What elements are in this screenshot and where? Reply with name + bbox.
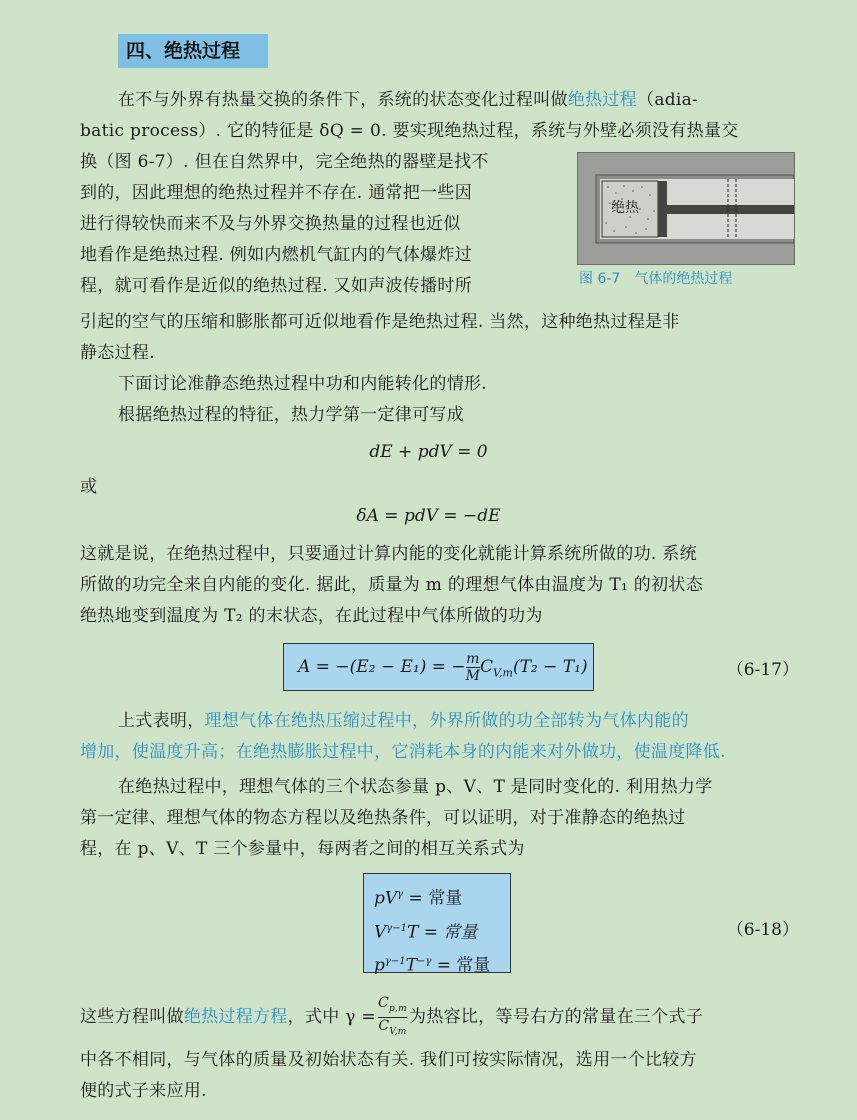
para7-line1: 这些方程叫做绝热过程方程，式中 γ = $\frac{C_{p,m}}{C_{V,m}}$ 为热容比，等号右方的常量在三个式子 — [80, 995, 703, 1040]
or-label: 或 — [80, 477, 98, 497]
para1-line4: 到的，因此理想的绝热过程并不存在. 通常把一些因 — [80, 183, 473, 203]
equation-first-law: dE + pdV = 0 — [369, 442, 488, 462]
para4-line2: 所做的功完全来自内能的变化. 据此，质量为 m 的理想气体由温度为 T₁ 的初状态 — [80, 575, 703, 595]
mass-fraction: $\frac{m}{M}$ — [465, 651, 480, 684]
para6-line3: 程，在 p、V、T 三个参量中，每两者之间的相互关系式为 — [80, 839, 525, 859]
equation-number-6-17: （6-17） — [726, 660, 799, 680]
term-adiabatic-process: 绝热过程 — [567, 90, 638, 110]
highlight-conclusion-1: 理想气体在绝热压缩过程中，外界所做的功全部转为气体内能的 — [204, 711, 689, 731]
heat-capacity-ratio: $\frac{C_{p,m}}{C_{V,m}}$ — [377, 995, 408, 1037]
para4-line1: 这就是说，在绝热过程中，只要通过计算内能的变化就能计算系统所做的功. 系统 — [80, 544, 697, 564]
adiabatic-eq-pV: $pV^\gamma$ = 常量 — [374, 888, 463, 909]
para1-line9: 静态过程. — [80, 343, 155, 363]
para7-line2: 中各不相同，与气体的质量及初始状态有关. 我们可按实际情况，选用一个比较方 — [80, 1050, 697, 1070]
para1-line6: 地看作是绝热过程. 例如内燃机气缸内的气体爆炸过 — [80, 245, 473, 265]
equation-6-17-box: A = −(E₂ − E₁) = − $\frac{m}{M}$ $C_{V,m}(T_2 - T_1)$ — [283, 643, 594, 691]
figure-label-adiabatic: 绝热 — [611, 200, 639, 216]
figure-6-7 — [577, 152, 795, 265]
para1-line5: 进行得较快而来不及与外界交换热量的过程也近似 — [80, 214, 461, 234]
para1-line1: 在不与外界有热量交换的条件下，系统的状态变化过程叫做绝热过程（adia- — [118, 90, 699, 110]
adiabatic-eq-pT: $p^{\gamma-1}T^{-\gamma}$ = 常量 — [374, 955, 491, 976]
figure-caption: 图 6-7 气体的绝热过程 — [579, 271, 733, 287]
equation-number-6-18: （6-18） — [726, 920, 799, 940]
para2: 下面讨论准静态绝热过程中功和内能转化的情形. — [118, 374, 488, 394]
equation-work: δA = pdV = −dE — [356, 506, 501, 526]
para1-line8: 引起的空气的压缩和膨胀都可近似地看作是绝热过程. 当然，这种绝热过程是非 — [80, 312, 680, 332]
para5-line1: 上式表明，理想气体在绝热压缩过程中，外界所做的功全部转为气体内能的 — [118, 711, 689, 731]
para6-line2: 第一定律、理想气体的物态方程以及绝热条件，可以证明，对于准静态的绝热过 — [80, 808, 686, 828]
para1-line7: 程，就可看作是近似的绝热过程. 又如声波传播时所 — [80, 276, 473, 296]
adiabatic-eq-VT: $V^{\gamma-1}T$ = 常量 — [374, 922, 478, 943]
para5-line2: 增加，使温度升高；在绝热膨胀过程中，它消耗本身的内能来对外做功，使温度降低. — [80, 742, 726, 762]
term-adiabatic-equation: 绝热过程方程 — [183, 1006, 288, 1027]
para1-line3: 换（图 6-7）. 但在自然界中，完全绝热的器壁是找不 — [80, 152, 489, 172]
para1-line2: batic process）. 它的特征是 δQ = 0. 要实现绝热过程，系统与外壁必须没有热量交 — [80, 121, 739, 141]
para4-line3: 绝热地变到温度为 T₂ 的末状态，在此过程中气体所做的功为 — [80, 606, 543, 626]
para3: 根据绝热过程的特征，热力学第一定律可写成 — [118, 405, 464, 425]
equation-6-18-box — [363, 873, 511, 976]
para6-line1: 在绝热过程中，理想气体的三个状态参量 p、V、T 是同时变化的. 利用热力学 — [118, 777, 713, 797]
section-heading: 四、绝热过程 — [118, 34, 268, 68]
para7-line3: 便的式子来应用. — [80, 1081, 207, 1101]
